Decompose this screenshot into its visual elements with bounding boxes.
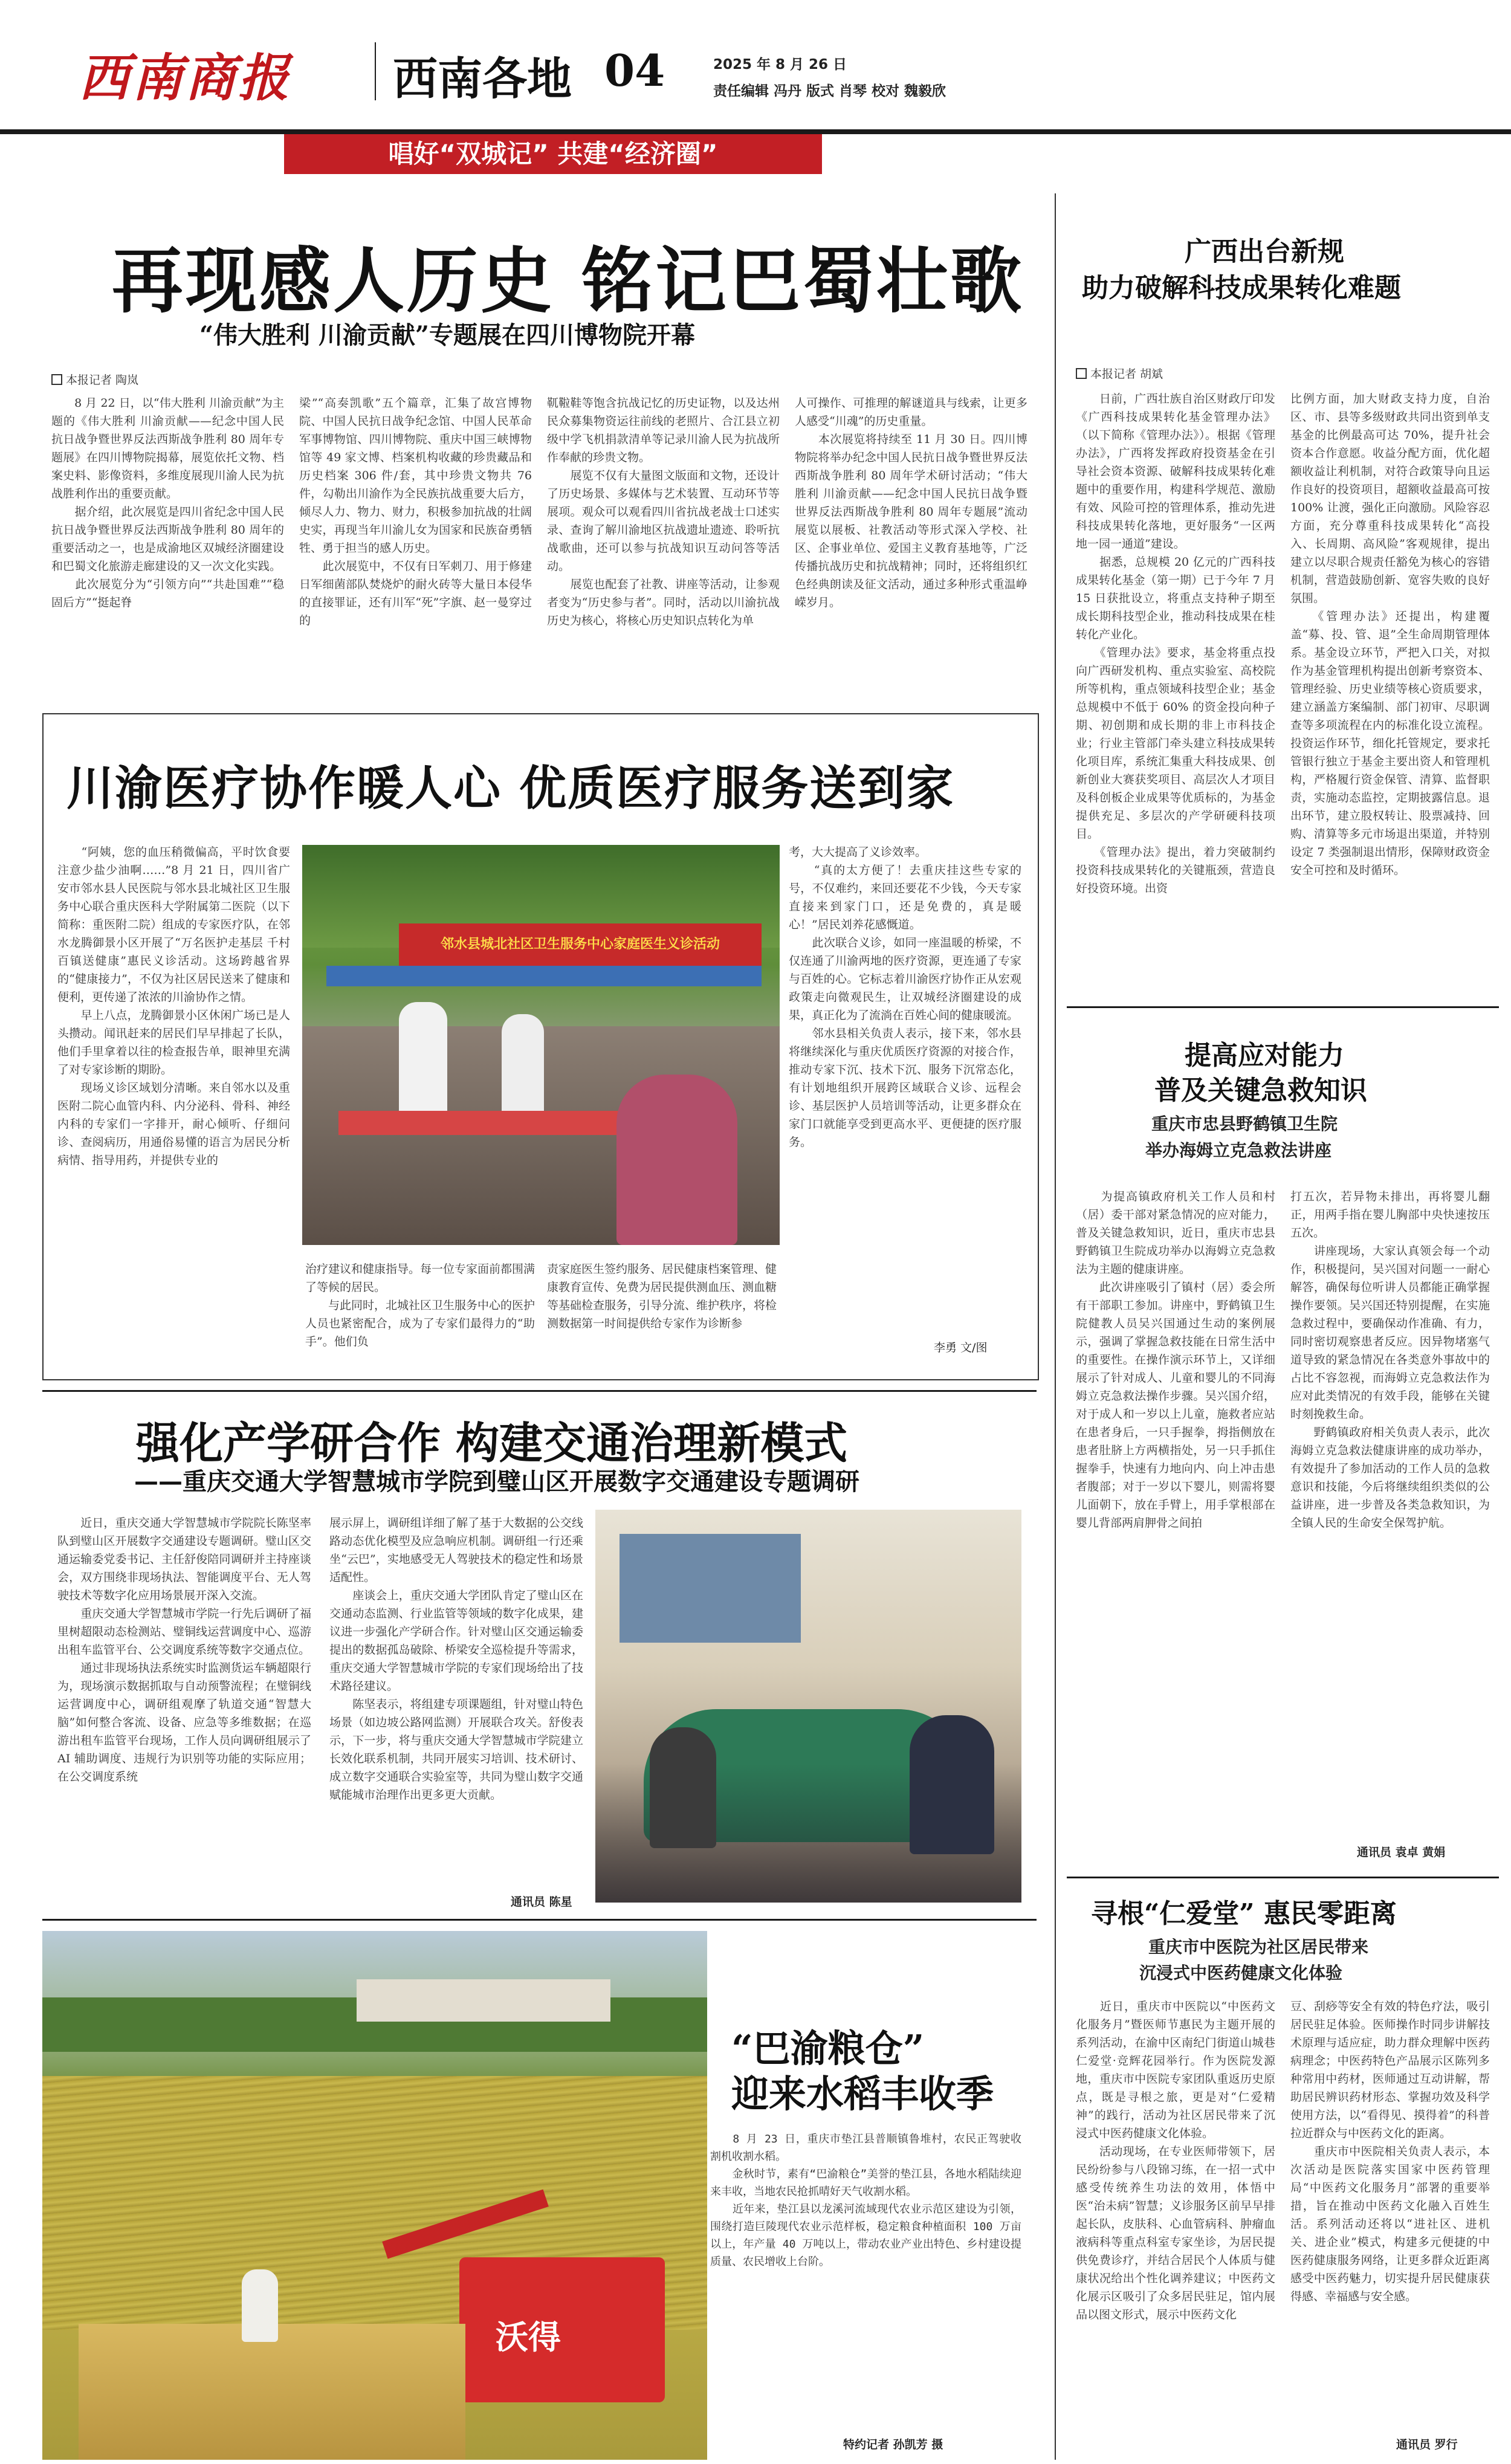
right-column-divider (1055, 193, 1056, 2460)
newspaper-logo: 西南商报 (79, 48, 292, 108)
topic-banner-text: 唱好“双城记” 共建“经济圈” (388, 139, 718, 169)
article1-subtitle: “伟大胜利 川渝贡献”专题展在四川博物院开幕 (199, 321, 695, 349)
wall-screen (620, 1534, 801, 1643)
doctor-figure (399, 1002, 447, 1123)
article1-column-3: 靰鞡鞋等饱含抗战记忆的历史证物，以及达州民众募集物资运往前线的老照片、合江县立初级中学飞机捐款清单等记录川渝人民为抗战所作奉献的珍贵文物。 展览不仅有大量图文版面和文物，还设计了历史场景、多媒体与艺术装置、互动环节等展项。观众可以观看四川省抗战老战士口述实录、查询了解川渝地区抗战遗址遗迹、聆听抗战歌曲，还可以参与抗战知识互动问答等活动。 展览也配套了社教、讲座等活动，让参观者变为“历史参与者”。同时，活动以川渝抗战历史为核心，将核心历史知识点转化为单 (547, 396, 780, 627)
participant-figure (910, 1715, 994, 1854)
page-number: 04 (604, 45, 665, 96)
masthead-rule (0, 129, 1511, 134)
article3-column-2: 展示屏上，调研组详细了解了基于大数据的公交线路动态优化模型及应急响应机制。调研组一行还乘坐“云巴”，实地感受无人驾驶技术的稳定性和场景适配性。 座谈会上，重庆交通大学团队肯定了璧山区在交通动态监测、行业监管等领域的数字化成果，建议进一步强化产学研合作。针对璧山区交通运输委提出的数据孤岛破除、桥梁安全巡检提升等需求，重庆交通大学智慧城市学院的专家们现场给出了技术路径建议。 陈坚表示，将组建专项课题组，针对璧山特色场景（如边坡公路网监测）开展联合攻关。舒俊表示，下一步，将与重庆交通大学智慧城市学院建立长效化联系机制，共同开展实习培训、技术研讨、成立数字交通联合实验室等，共同为璧山数字交通赋能城市治理作出更多更大贡献。 (329, 1516, 583, 1802)
article4-caption: 8 月 23 日，重庆市垫江县普顺镇鲁堆村，农民正驾驶收割机收割水稻。 金秋时节，素有“巴渝粮仓”美誉的垫江县，各地水稻陆续迎来丰收，当地农民抢抓晴好天气收割水稻。 近年来，垫江县以龙溪河流域现代农业示范区建设为引领，围绕打造巨陵现代农业示范样板，稳定粮食种植面积 100 万亩以上，年产量 40 万吨以上，带动农业产业出特色、乡村建设提质量、农民增收上台阶。 (710, 2133, 1021, 2268)
topic-banner (284, 134, 822, 174)
farmer-figure (242, 2269, 278, 2342)
participant-figure (650, 1727, 716, 1848)
article2-column-3: 责家庭医生签约服务、居民健康档案管理、健康教育宣传、免费为居民提供测血压、测血糖等基础检查服务，引导分流、维护秩序，将检测数据第一时间提供给专家作为诊断参 (547, 1263, 777, 1330)
article6-title: 提高应对能力 (1185, 1040, 1344, 1071)
tent-canopy (326, 966, 762, 986)
harvester-machine: 沃得 (459, 2257, 665, 2402)
section-title: 西南各地 (393, 53, 572, 105)
article7-top-rule (1067, 1877, 1499, 1878)
red-banner-in-photo: 邻水县城北社区卫生服务中心家庭医生义诊活动 (399, 923, 762, 966)
article5-title-line2: 助力破解科技成果转化难题 (1082, 273, 1401, 303)
article7-subtitle: 重庆市中医院为社区居民带来 (1148, 1937, 1369, 1957)
article4-title: “巴渝粮仓” (731, 2026, 925, 2071)
doctor-figure (502, 1014, 544, 1123)
grain-truck (79, 2324, 465, 2460)
article6-column-2: 打五次，若异物未排出，再将婴儿翻正，用两手指在婴儿胸部中央快速按压五次。 讲座现场，大家认真领会每一个动作，积极提问，吴兴国对问题一一耐心解答，确保每位听讲人员都能正确掌握操作要领。吴兴国还特别提醒，在实施急救过程中，要确保动作准确、有力，同时密切观察患者反应。因异物堵塞气道导致的紧急情况在各类意外事故中的占比不容忽视，而海姆立克急救法作为应对此类情况的有效手段，能够在关键时刻挽救生命。 野鹤镇政府相关负责人表示，此次海姆立克急救法健康讲座的成功举办，有效提升了参加活动的工作人员的急救意识和技能，今后将继续组织类似的公益讲座，进一步普及各类急救知识，为全镇人民的生命安全保驾护航。 (1290, 1190, 1490, 1530)
resident-figure (616, 1075, 737, 1245)
article7-credit: 通讯员 罗行 (1396, 2438, 1458, 2451)
article1-column-2: 梁”“高奏凯歌”五个篇章，汇集了故宫博物院、中国人民抗日战争纪念馆、中国人民革命军事博物馆、四川博物院、重庆中国三峡博物馆等 49 家文博、档案机构收藏的珍贵藏品和历史档案 306 件/套，其中珍贵文物共 76 件，勾勒出川渝作为全民族抗战重要大后方，倾尽人力、物力、财力，积极参加抗战的壮阔史实，再现当年川渝儿女为国家和民族奋勇牺牲、勇于担当的感人历史。 此次展览中，不仅有日军刺刀、用于修建日军细菌部队焚烧炉的耐火砖等大量日本侵华的直接罪证，还有川军“死”字旗、赵一曼穿过的 (299, 396, 532, 627)
village-houses (357, 1979, 610, 2022)
article3-column-1: 近日，重庆交通大学智慧城市学院院长陈坚率队到璧山区开展数字交通建设专题调研。璧山区交通运输委党委书记、主任舒俊陪同调研并主持座谈会，双方围绕非现场执法、智能调度平台、无人驾驶技术等数字化应用场景展开深入交流。 重庆交通大学智慧城市学院一行先后调研了福里树超限动态检测站、璧铜线运营调度中心、巡游出租车监管平台、公交调度系统等数字交通点位。 通过非现场执法系统实时监测货运车辆超限行为，现场演示数据抓取与自动预警流程；在璧铜线运营调度中心，调研组观摩了轨道交通“智慧大脑”如何整合客流、设备、应急等多维数据；在巡游出租车监管平台现场，工作人员向调研组展示了 AI 辅助调度、违规行为识别等功能的实际应用；在公交调度系统 (57, 1516, 311, 1783)
article3-title: 强化产学研合作 构建交通治理新模式 (136, 1418, 848, 1469)
article1-column-4: 人可操作、可推理的解谜道具与线索，让更多人感受“川魂”的历史重量。 本次展览将持续至 11 月 30 日。四川博物院将举办纪念中国人民抗日战争暨世界反法西斯战争胜利 80 周年学术研讨活动；“伟大胜利 川渝贡献——纪念中国人民抗日战争暨世界反法西斯战争胜利 80 周年专题展”流动展览以展板、社教活动等形式深入学校、社区、企事业单位、爱国主义教育基地等，广泛传播抗战历史和抗战精神；同时，还将组织红色经典朗读及征文活动，通过多种形式重温峥嵘岁月。 (795, 396, 1027, 609)
article2-credit: 李勇 文/图 (934, 1341, 988, 1354)
article2-title: 川渝医疗协作暖人心 优质医疗服务送到家 (66, 762, 955, 816)
issue-date: 2025 年 8 月 26 日 (713, 57, 847, 73)
article5-column-1: 日前，广西壮族自治区财政厅印发《广西科技成果转化基金管理办法》（以下简称《管理办法》）。根据《管理办法》，广西将发挥政府投资基金在引导社会资本资源、破解科技成果转化难题中的重要作用，构建科学规范、激励有效、风险可控的管理体系，推动先进科技成果转化落地，更好服务“一区两地一园一通道”建设。 据悉，总规模 20 亿元的广西科技成果转化基金（第一期）已于今年 7 月 15 日获批设立，将重点支持种子期至成长期科技型企业，推动科技成果在桂转化产业化。 《管理办法》要求，基金将重点投向广西研发机构、重点实验室、高校院所等机构，重点领域科技型企业；基金总规模中不低于 60% 的资金投向种子期、初创期和成长期的非上市科技企业；行业主管部门牵头建立科技成果转化项目库，系统汇集重大科技成果、创新创业大赛获奖项目、高层次人才项目及科创板企业成果等优质标的，为基金提供充足、多层次的产学研硬科技项目。 《管理办法》提出，着力突破制约投资科技成果转化的关键瓶颈，营造良好投资环境。出资 (1076, 392, 1275, 895)
article2-column-1: “阿姨，您的血压稍微偏高，平时饮食要注意少盐少油啊……”8 月 21 日，四川省广安市邻水县人民医院与邻水县北城社区卫生服务中心联合重庆医科大学附属第二医院（以下简称：重医附二院）组成的专家医疗队，在邻水龙腾御景小区开展了“万名医护走基层 千村百镇送健康”惠民义诊活动。这场跨越省界的“健康接力”，不仅为社区居民送来了健康和便利，更传递了浓浓的川渝协作之情。 早上八点，龙腾御景小区休闲广场已是人头攒动。闻讯赶来的居民们早早排起了长队，他们手里拿着以往的检查报告单，眼神里充满了对专家诊断的期盼。 现场义诊区域划分清晰。来自邻水以及重医附二院心血管内科、内分泌科、骨科、神经内科的专家们一字排开，耐心倾听、仔细问诊、查阅病历，用通俗易懂的语言为居民分析病情、指导用药，并提供专业的 (57, 846, 290, 1167)
masthead (0, 0, 1511, 145)
article4-top-rule (42, 1919, 1037, 1921)
article2-column-4: 考，大大提高了义诊效率。 “真的太方便了！去重庆挂这些专家的号，不仅难约，来回还要花不少钱，今天专家直接来到家门口，还是免费的，真是暖心！”居民刘养花感慨道。 此次联合义诊，如同一座温暖的桥梁，不仅连通了川渝两地的医疗资源，更连通了专家与百姓的心。它标志着川渝医疗协作正从宏观政策走向微观民生，让双城经济圈建设的成果，真正化为了流淌在百姓心间的健康暖流。 邻水县相关负责人表示，接下来，邻水县将继续深化与重庆优质医疗资源的对接合作，推动专家下沉、技术下沉、服务下沉常态化，有计划地组织开展跨区域联合义诊、远程会诊、基层医护人员培训等活动，让更多群众在家门口就能享受到更高水平、更便捷的医疗服务。 (789, 846, 1021, 1149)
masthead-divider (375, 42, 376, 100)
article6-subtitle: 重庆市忠县野鹤镇卫生院 (1151, 1114, 1338, 1134)
article3-credit: 通讯员 陈星 (511, 1895, 572, 1909)
article1-byline: 本报记者 陶岚 (51, 371, 138, 387)
article6-column-1: 为提高镇政府机关工作人员和村（居）委干部对紧急情况的应对能力，普及关键急救知识，近日，重庆市忠县野鹤镇卫生院成功举办以海姆立克急救法为主题的健康讲座。 此次讲座吸引了镇村（居）委会所有干部职工参加。讲座中，野鹤镇卫生院健教人员吴兴国通过生动的案例展示，强调了掌握急救技能在日常生活中的重要性。在操作演示环节上，又详细展示了针对成人、儿童和婴儿的不同海姆立克急救法操作步骤。吴兴国介绍，对于成人和一岁以上儿童，施救者应站在患者身后，一只手握拳，拇指侧放在患者肚脐上方两横指处，另一只手抓住握拳手，快速有力地向内、向上冲击患者腹部；对于一岁以下婴儿，则需将婴儿面朝下，放在手臂上，用手掌根部在婴儿背部两肩胛骨之间拍 (1076, 1190, 1275, 1530)
article5-column-2: 比例方面，加大财政支持力度，自治区、市、县等多级财政共同出资到单支基金的比例最高可达 70%，提升社会资本合作意愿。收益分配方面，优化超额收益让利机制，对符合政策导向且运作良好的投资项目，超额收益最高可按 100% 让渡，强化正向激励。风险容忍方面，充分尊重科技成果转化“高投入、长周期、高风险”客观规律，提出建立以尽职合规责任豁免为核心的容错机制，营造鼓励创新、宽容失败的良好氛围。 《管理办法》还提出，构建覆盖“募、投、管、退”全生命周期管理体系。基金设立环节，严把入口关，对拟作为基金管理机构提出创新考察资本、管理经验、历史业绩等核心资质要求，建立涵盖方案编制、部门初审、尽职调查等多项流程在内的标准化设立流程。投资运作环节，细化托管规定，要求托管银行独立于基金主要出资人和管理机构，严格履行资金保管、清算、监督职责，实施动态监控，定期披露信息。退出环节，建立股权转让、股票减持、回购、清算等多元市场退出渠道，并特别设定 7 类强制退出情形，保障财政资金安全可控和及时循环。 (1290, 392, 1490, 877)
byline-square-icon (51, 374, 62, 385)
article1-column-1: 8 月 22 日，以“伟大胜利 川渝贡献”为主题的《伟大胜利 川渝贡献——纪念中国人民抗日战争暨世界反法西斯战争胜利 80 周年专题展》在四川博物院揭幕，展览依托文物、档案史料、影像资料，多维度展现川渝人民为抗战胜利作出的重要贡献。 据介绍，此次展览是四川省纪念中国人民抗日战争暨世界反法西斯战争胜利 80 周年的重要活动之一，也是成渝地区双城经济圈建设和巴蜀文化旅游走廊建设的又一次文化实践。 此次展览分为“引领方向”“共赴国难”“稳固后方”“挺起脊 (51, 396, 284, 609)
article6-title-line2: 普及关键急救知识 (1154, 1075, 1367, 1106)
article7-column-1: 近日，重庆市中医院以“中医药文化服务月”暨医师节惠民为主题开展的系列活动，在渝中区南纪门街道山城巷仁爱堂·竞辉花园举行。作为医院发源地，重庆市中医院专家团队重返历史原点，既是寻根之旅，更是对“仁爱精神”的践行，活动为社区居民带来了沉浸式中医药健康文化体验。 活动现场，在专业医师带领下，居民纷纷参与八段锦习练，在一招一式中感受传统养生功法的效用，体悟中医“治未病”智慧；义诊服务区前早早排起长队，皮肤科、心血管病科、肿瘤血液病科等重点科室专家坐诊，为居民提供免费诊疗，并结合居民个人体质与健康状况给出个性化调养建议；中医药文化展示区吸引了众多居民驻足，馆内展品以图文形式，展示中医药文化 (1076, 2000, 1275, 2321)
article4-title-line2: 迎来水稻丰收季 (731, 2072, 994, 2116)
byline-square-icon (1076, 368, 1087, 379)
meeting-room-photo (595, 1510, 1021, 1903)
article2-column-2: 治疗建议和健康指导。每一位专家面前都围满了等候的居民。 与此同时，北城社区卫生服务中心的医护人员也紧密配合，成为了专家们最得力的“助手”。他们负 (305, 1263, 535, 1348)
article4-credit: 特约记者 孙凯芳 摄 (843, 2438, 943, 2451)
article1-title: 再现感人历史 铭记巴蜀壮歌 (112, 239, 1024, 323)
article5-title: 广西出台新规 (1185, 236, 1344, 267)
article3-subtitle: ——重庆交通大学智慧城市学院到璧山区开展数字交通建设专题调研 (134, 1468, 859, 1496)
article7-column-2: 豆、刮痧等安全有效的特色疗法，吸引居民驻足体验。医师操作时同步讲解技术原理与适应症，助力群众理解中医药病理念；中医药特色产品展示区陈列多种常用中药材，医师通过互动讲解，帮助居民辨识药材形态、掌握功效及科学使用方法，以“看得见、摸得着”的科普拉近群众与中医药文化的距离。 重庆市中医院相关负责人表示，本次活动是医院落实国家中医药管理局“中医药文化服务月”部署的重要举措，旨在推动中医药文化融入百姓生活。系列活动还将以“进社区、进机关、进企业”模式，构建多元便捷的中医药健康服务网络，让更多群众近距离感受中医药魅力，切实提升居民健康获得感、幸福感与安全感。 (1290, 2000, 1490, 2303)
article7-title: 寻根“仁爱堂” 惠民零距离 (1091, 1898, 1397, 1929)
editor-credits: 责任编辑 冯丹 版式 肖琴 校对 魏毅欣 (713, 83, 946, 99)
article3-top-rule (42, 1390, 1037, 1392)
article7-subtitle-line2: 沉浸式中医药健康文化体验 (1139, 1963, 1343, 1983)
article6-credit: 通讯员 袁卓 黄娟 (1357, 1846, 1446, 1859)
article6-top-rule (1067, 1006, 1499, 1008)
article5-byline: 本报记者 胡斌 (1076, 365, 1163, 381)
article6-subtitle-line2: 举办海姆立克急救法讲座 (1145, 1140, 1332, 1160)
medical-clinic-photo (302, 845, 780, 1245)
rice-harvest-photo (42, 1931, 707, 2460)
